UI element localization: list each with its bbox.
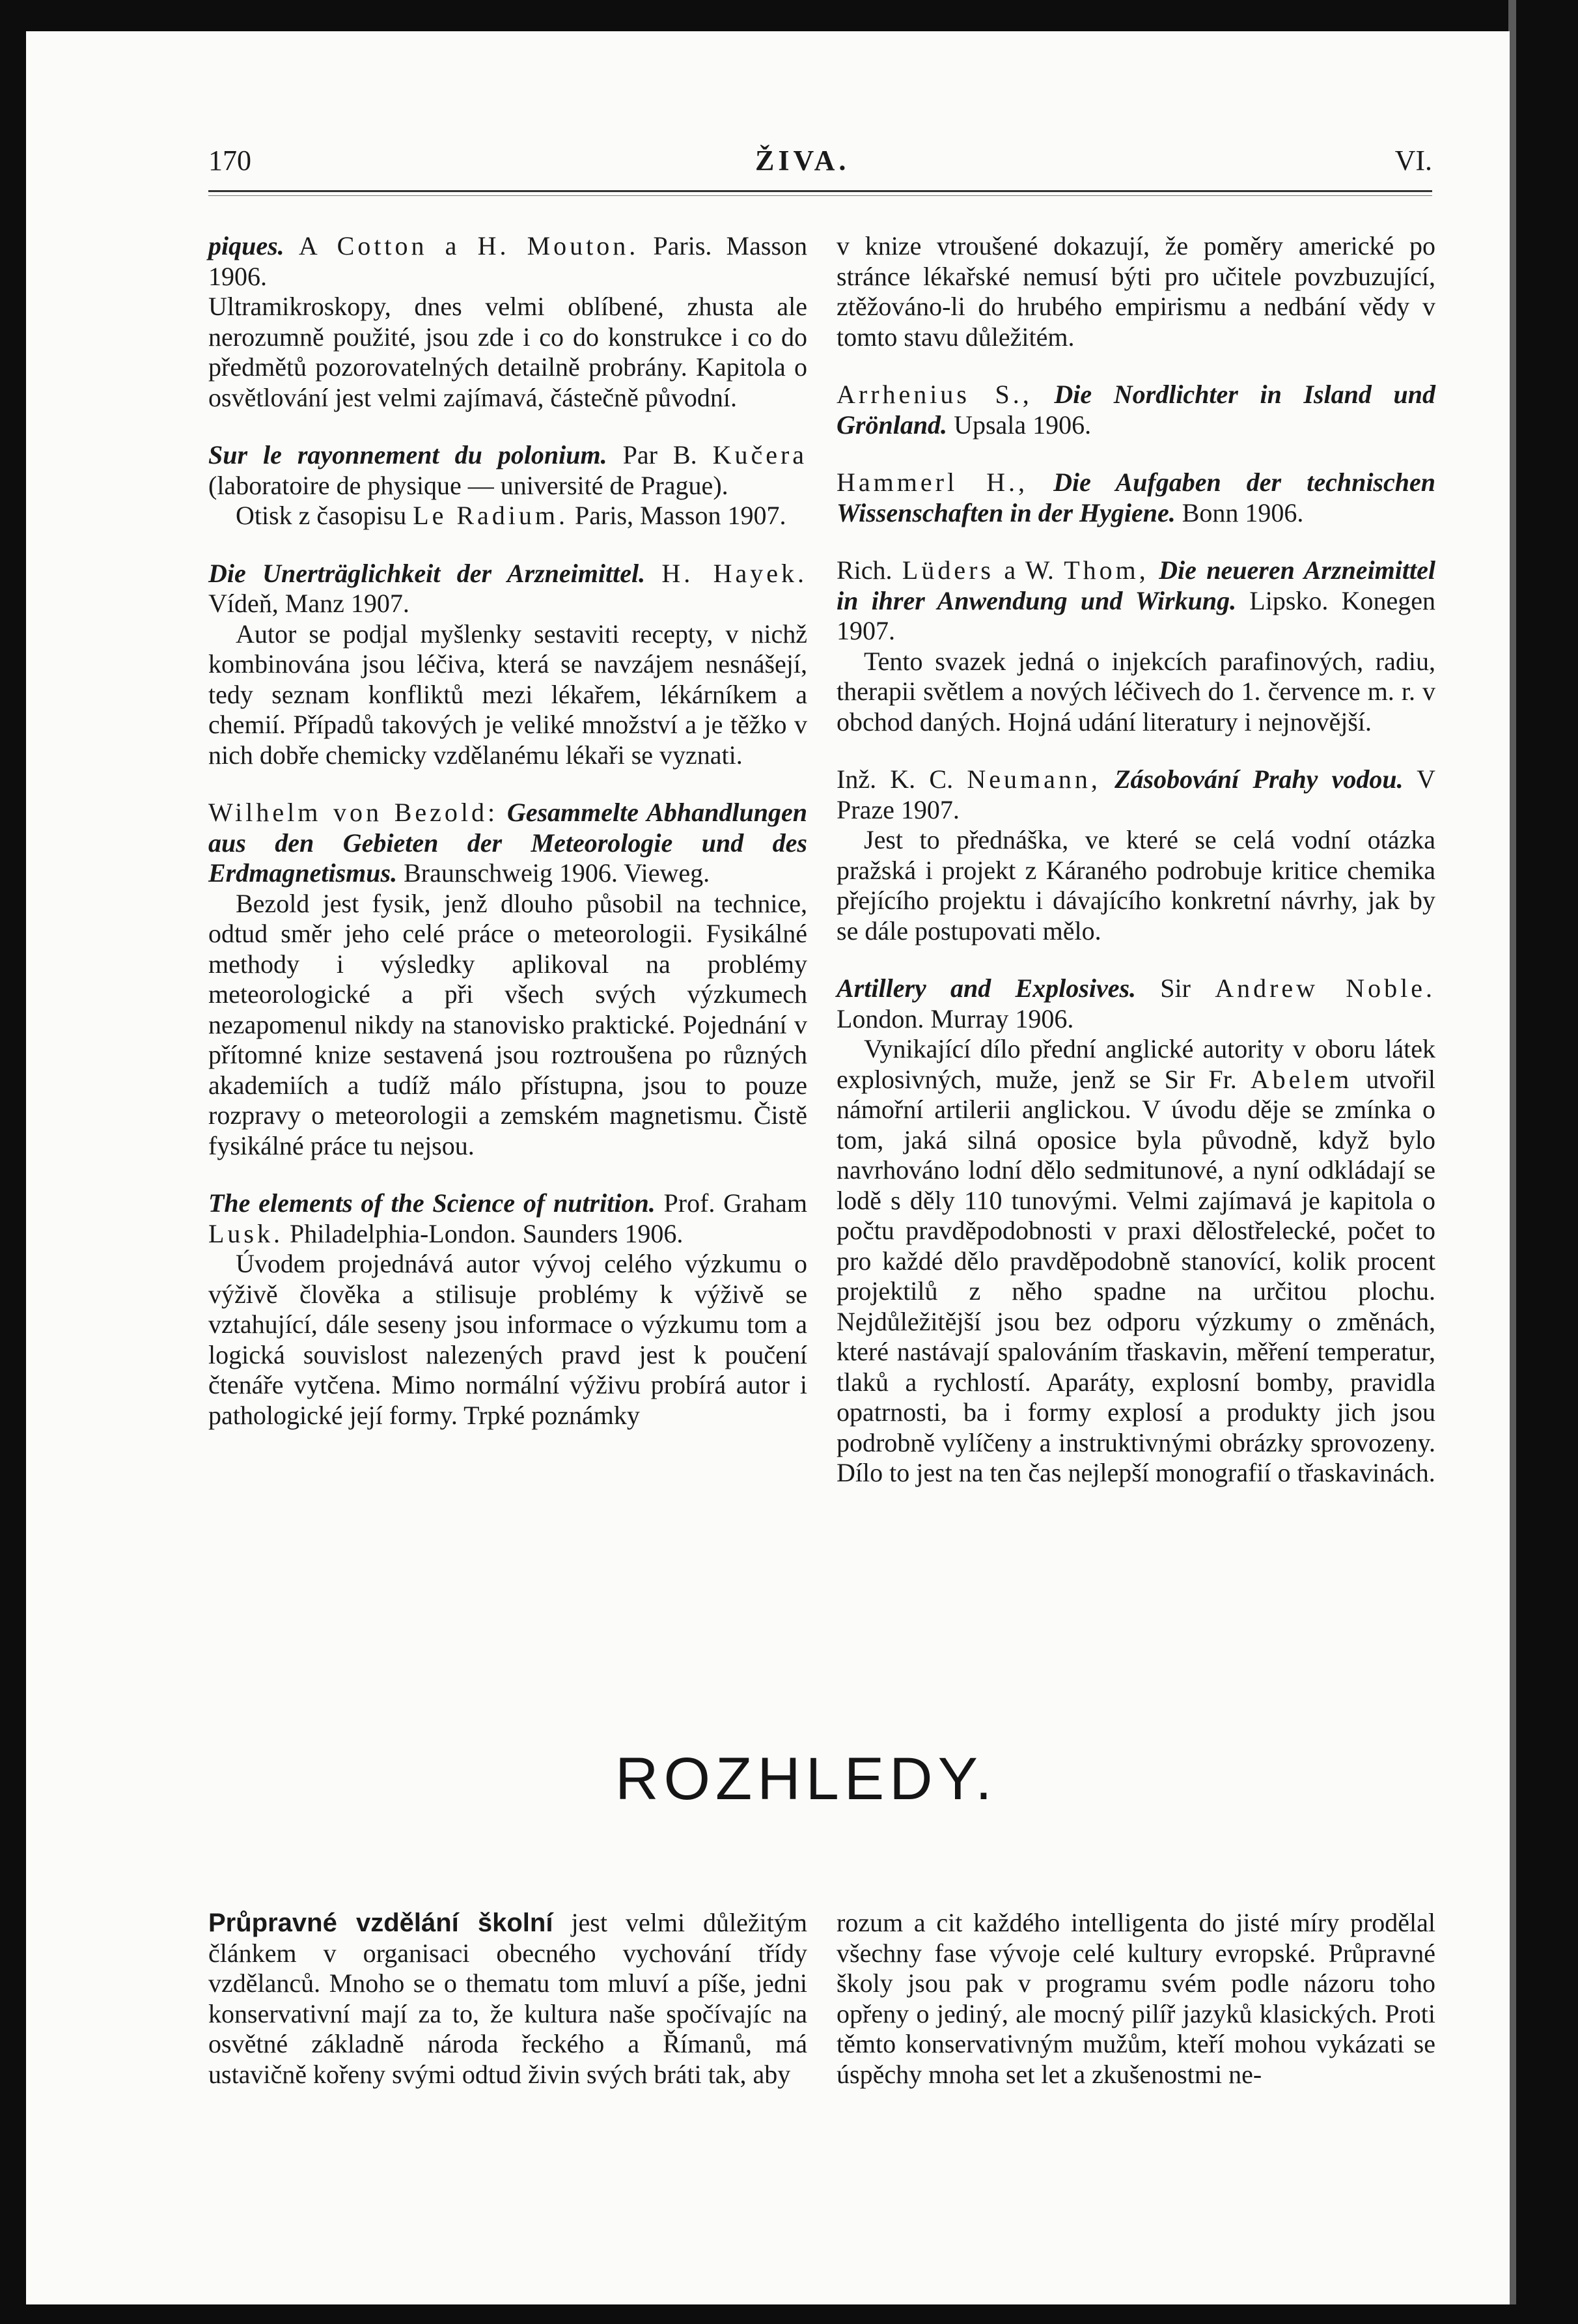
entry-publisher: Vídeň, Manz 1907.	[208, 589, 409, 618]
review-entry-kucera	[208, 440, 807, 531]
entry-title: piques.	[208, 231, 284, 260]
entry-publisher: Upsala 1906.	[954, 410, 1092, 440]
scan-border-top	[0, 0, 1578, 31]
review-entry-noble	[837, 973, 1435, 1489]
rozhledy-left-column	[208, 1908, 807, 2090]
entry-authors: Lüders	[902, 555, 994, 585]
entry-body: Úvodem projednává autor vývoj celého výzkumu o výživě člověka a stilisuje problémy k výživě se vztahující, dále seseny jsou informace o výzkumu tom a logická souvislost nalezených pravd jest k poučení čtenáře vytčena. Mimo normální výživu probírá autor i pathologické její formy. Trpké poznámky	[208, 1249, 807, 1430]
entry-body: Tento svazek jedná o injekcích parafinových, radiu, therapii světlem a nových léčivech do 1. července m. r. v obchod daných. Hojná udání literatury i nejnovější.	[837, 646, 1435, 736]
entry-authors: A Cotton a H. Mouton.	[298, 231, 639, 260]
entry-title: The elements of the Science of nutrition.	[208, 1188, 656, 1218]
article-lead: Průpravné vzdělání školní	[208, 1909, 553, 1937]
page-number: 170	[208, 145, 251, 176]
review-entry-cotton	[208, 231, 807, 413]
entry-publisher: Lipsko. Konegen 1907.	[837, 585, 1436, 645]
entry-author-prefix: Inž. K. C.	[837, 764, 954, 794]
rozhledy-right-column	[837, 1908, 1435, 2090]
article-body: rozum a cit každého intelligenta do jisté míry prodělal všechny fase vývoje celé kultury evropské. Průpravné školy jsou pak v programu svém podle názoru toho opřeny o jediný, ale mocný pilíř jazyků klasických. Proti těmto konservativným mužům, kteří mohou vykázati se úspěchy mnoha set let a zkušenostmi ne-	[837, 1908, 1435, 2089]
entry-author-prefix: Par B.	[622, 440, 697, 469]
scan-border-bottom	[0, 2304, 1578, 2324]
entry-title: Die neueren Arzneimittel in ihrer Anwendung und Wirkung.	[837, 555, 1435, 615]
entry-publisher: Braunschweig 1906. Vieweg.	[404, 858, 710, 888]
review-entry-neumann	[837, 764, 1435, 946]
entry-conjunction: a W.	[1004, 555, 1054, 585]
entry-magazine: Le Radium.	[413, 501, 569, 530]
review-entry-hayek	[208, 559, 807, 771]
entry-author-prefix: Sir	[1160, 973, 1191, 1003]
entry-title: Gesammelte Abhandlungen aus den Gebieten der Meteorologie und des Erdmagnetismus.	[208, 798, 807, 888]
entry-publisher: Philadelphia-London. Saunders 1906.	[290, 1218, 684, 1248]
entry-authors: Hammerl H.,	[837, 468, 1029, 497]
entry-body: Jest to přednáška, ve které se celá vodní otázka pražská i projekt z Káraného podrobuje kritice chemika přejícího projektu i dávajícího konkretní návrhy, jak by se dále postupovati mělo.	[837, 825, 1435, 945]
entry-title: Die Nordlichter in Island und Grönland.	[837, 380, 1435, 440]
entry-publisher: Bonn 1906.	[1182, 497, 1304, 527]
header-rule	[208, 190, 1432, 192]
entry-affiliation: (laboratoire de physique — université de Prague).	[208, 470, 728, 500]
entry-body: Vynikající dílo přední anglické autority v oboru látek explosivných, muže, jenž se Sir Fr.	[837, 1034, 1435, 1094]
entry-body: utvořil námořní artilerii anglickou. V úvodu děje se zmínka o tom, jaká silná oposice byla původně, když bylo navrhováno lodní dělo sedmitunové, a nyní odkládají se lodě s děly 110 tunovými. Velmi zajímavá je kapitola o počtu pravděpodobnosti v praxi dělostřelecké, počet to pro každé dělo pravděpodobně stanovící, kolik procent projektilů z něho spadne na určitou plochu. Nejdůležitější jsou bez odporu výzkumy o změnách, které nastávají spalováním třaskavin, měření temperatur, tlaků a rychlostí. Aparáty, explosní bomby, pravidla opatrnosti, ba i formy explosí a produkty jich jsou podrobně vylíčeny a instruktivnými obrázky sprovozeny. Dílo to jest na ten čas nejlepší monografií o třaskavinách.	[837, 1064, 1436, 1487]
entry-authors: Arrhenius S.,	[837, 380, 1032, 409]
entry-publisher: Paris. Masson 1906.	[208, 231, 808, 291]
entry-authors: Wilhelm von Bezold:	[208, 798, 499, 827]
entry-title: Die Aufgaben der technischen Wissenschaften in der Hygiene.	[837, 468, 1435, 527]
scan-border-left	[0, 0, 26, 2324]
scan-border-right	[1510, 0, 1578, 2324]
journal-title: ŽIVA.	[755, 145, 850, 176]
entry-title: Sur le rayonnement du polonium.	[208, 440, 607, 469]
entry-publisher: V Praze 1907.	[837, 764, 1436, 824]
entry-body: v knize vtroušené dokazují, že poměry americké po stránce lékařské nemusí býti pro učitele povzbuzující, ztěžováno-li do hrubého empirismu a nedbání vědy v tomto stavu důležitém.	[837, 231, 1435, 352]
left-column	[208, 231, 807, 1458]
entry-body: Bezold jest fysik, jenž dlouho působil na technice, odtud směr jeho celé práce o meteorologii. Fysikálné methody i výsledky aplikoval na problémy meteorologické a při všech svých výzkumech nezapomenul nikdy na stanovisko praktické. Pojednání v přítomné knize sestavená jsou roztroušena po různých akademiích a tudíž málo přístupna, jsou to pouze rozpravy o meteorologii a zemském magnetismu. Čistě fysikálné práce tu nejsou.	[208, 888, 807, 1160]
entry-author-prefix: Rich.	[837, 555, 893, 585]
entry-authors: Thom,	[1064, 555, 1149, 585]
review-continuation	[837, 231, 1435, 352]
entry-title: Zásobování Prahy vodou.	[1114, 764, 1404, 794]
entry-body-name: Abelem	[1250, 1064, 1353, 1094]
entry-body: Autor se podjal myšlenky sestaviti recepty, v nichž kombinována jsou léčiva, která se navzájem nesnášejí, tedy seznam konfliktů mezi lékařem, lékárníkem a chemií. Případů takových je veliké množství a je těžko v nich dobře chemicky vzdělanému lékaři se vyznati.	[208, 619, 807, 770]
review-entry-luders	[837, 555, 1435, 737]
header-rule-thin	[208, 195, 1432, 196]
entry-authors: H. Hayek.	[661, 558, 808, 588]
section-heading-rozhledy: ROZHLEDY.	[615, 1746, 997, 1812]
entry-authors: Neumann,	[967, 764, 1101, 794]
right-column	[837, 231, 1435, 1516]
review-entry-lusk	[208, 1188, 807, 1431]
entry-authors: Andrew Noble.	[1215, 973, 1436, 1003]
article-body: jest velmi důležitým článkem v organisaci obecného vychování třídy vzdělanců. Mnoho se o thematu tom mluví a píše, jedni konservativní mají za to, že kultura naše spočívajíc na osvětné základně národa řeckého a Římanů, má ustavičně kořeny svými odtud živin svých bráti tak, aby	[208, 1908, 807, 2089]
review-entry-hammerl	[837, 468, 1435, 528]
entry-publisher: London. Murray 1906.	[837, 1003, 1074, 1033]
review-entry-bezold	[208, 798, 807, 1161]
entry-authors: Lusk.	[208, 1218, 283, 1248]
entry-author-prefix: Prof. Graham	[663, 1188, 808, 1218]
entry-title: Artillery and Explosives.	[837, 973, 1137, 1003]
entry-authors: Kučera	[712, 440, 808, 469]
volume-number: VI.	[1394, 145, 1432, 176]
review-entry-arrhenius	[837, 380, 1435, 440]
running-header	[208, 140, 1432, 186]
entry-body: Ultramikroskopy, dnes velmi oblíbené, zhusta ale nerozumně použité, jsou zde i co do konstrukce i co do předmětů pozorovatelných detailně probrány. Kapitola o osvětlování jest velmi zajímavá, částečně původní.	[208, 292, 807, 412]
entry-note: Otisk z časopisu	[236, 501, 407, 530]
entry-title: Die Unerträglichkeit der Arzneimittel.	[208, 558, 646, 588]
entry-publisher: Paris, Masson 1907.	[575, 501, 786, 530]
